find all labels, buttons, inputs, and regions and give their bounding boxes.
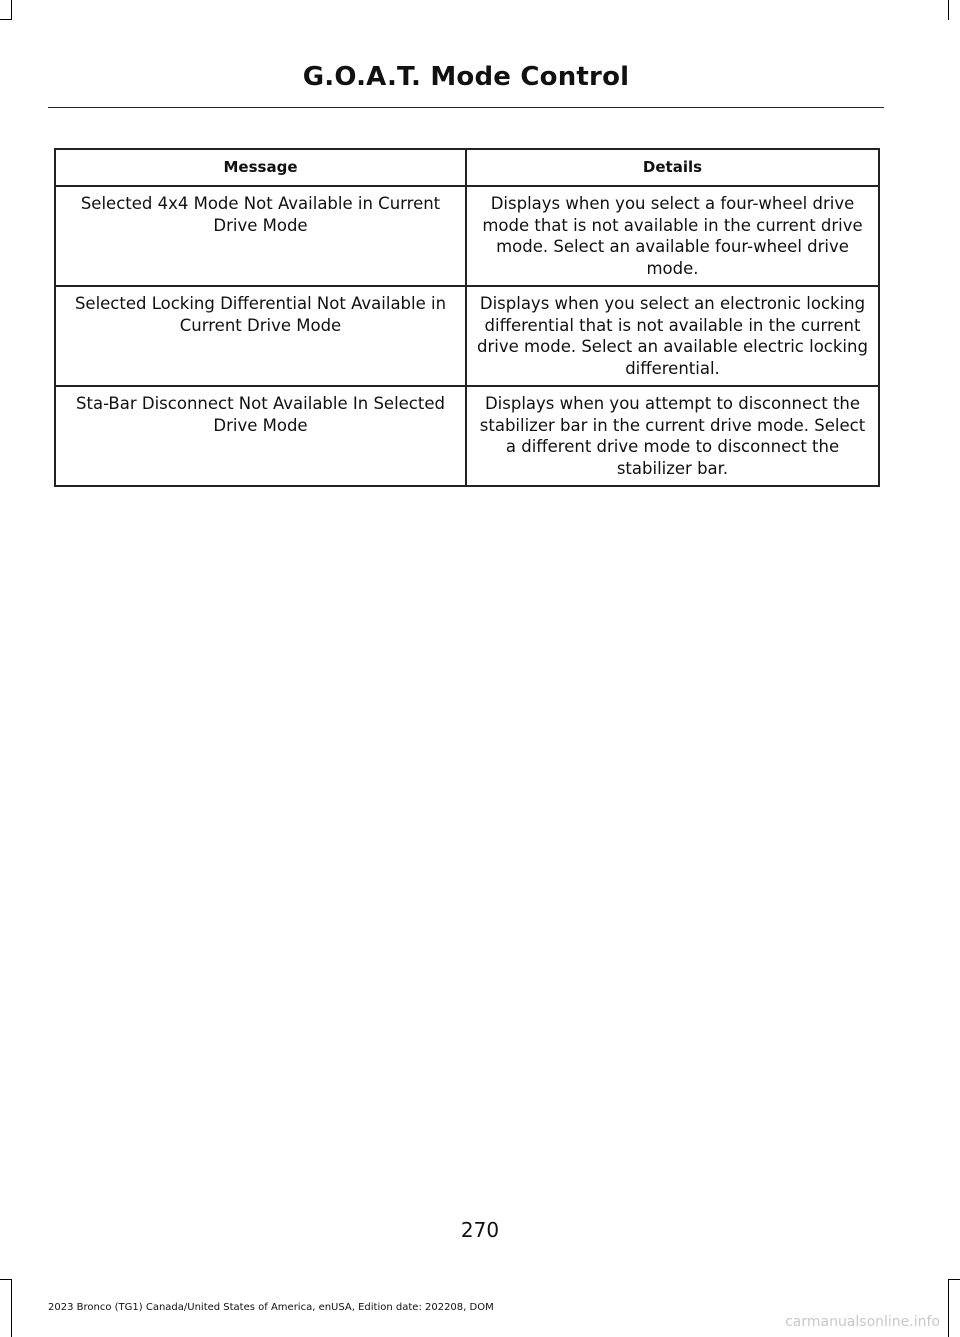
crop-mark-top-left: [0, 19, 12, 20]
crop-mark-bottom-right: [948, 1279, 960, 1280]
page-header: [48, 56, 884, 108]
page-number: 270: [460, 1218, 500, 1242]
column-header-message: Message: [55, 149, 466, 186]
message-cell: Sta-Bar Disconnect Not Available In Selected Drive Mode: [55, 386, 466, 486]
crop-mark-top-right: [948, 0, 949, 20]
crop-mark-top-left: [11, 0, 12, 20]
message-cell: Selected 4x4 Mode Not Available in Current Drive Mode: [55, 186, 466, 286]
crop-mark-bottom-left: [11, 1279, 12, 1337]
message-cell: Selected Locking Differential Not Available in Current Drive Mode: [55, 286, 466, 386]
table-row: [55, 186, 879, 286]
column-header-details: Details: [466, 149, 879, 186]
edition-footer: 2023 Bronco (TG1) Canada/United States of America, enUSA, Edition date: 202208, DOM: [48, 1302, 494, 1313]
table-row: [55, 386, 879, 486]
watermark: carmanualsonline.info: [785, 1314, 940, 1330]
page-title: G.O.A.T. Mode Control: [302, 62, 630, 92]
table-header-row: [55, 149, 879, 186]
crop-mark-bottom-left: [0, 1279, 12, 1280]
crop-mark-bottom-right: [948, 1279, 949, 1337]
details-cell: Displays when you attempt to disconnect the stabilizer bar in the current drive mode. Select a different drive mode to disconnect the stabilizer bar.: [466, 386, 879, 486]
table-row: [55, 286, 879, 386]
details-cell: Displays when you select a four-wheel drive mode that is not available in the current drive mode. Select an available four-wheel drive mode.: [466, 186, 879, 286]
details-cell: Displays when you select an electronic locking differential that is not available in the current drive mode. Select an available electric locking differential.: [466, 286, 879, 386]
messages-table: [54, 148, 880, 487]
